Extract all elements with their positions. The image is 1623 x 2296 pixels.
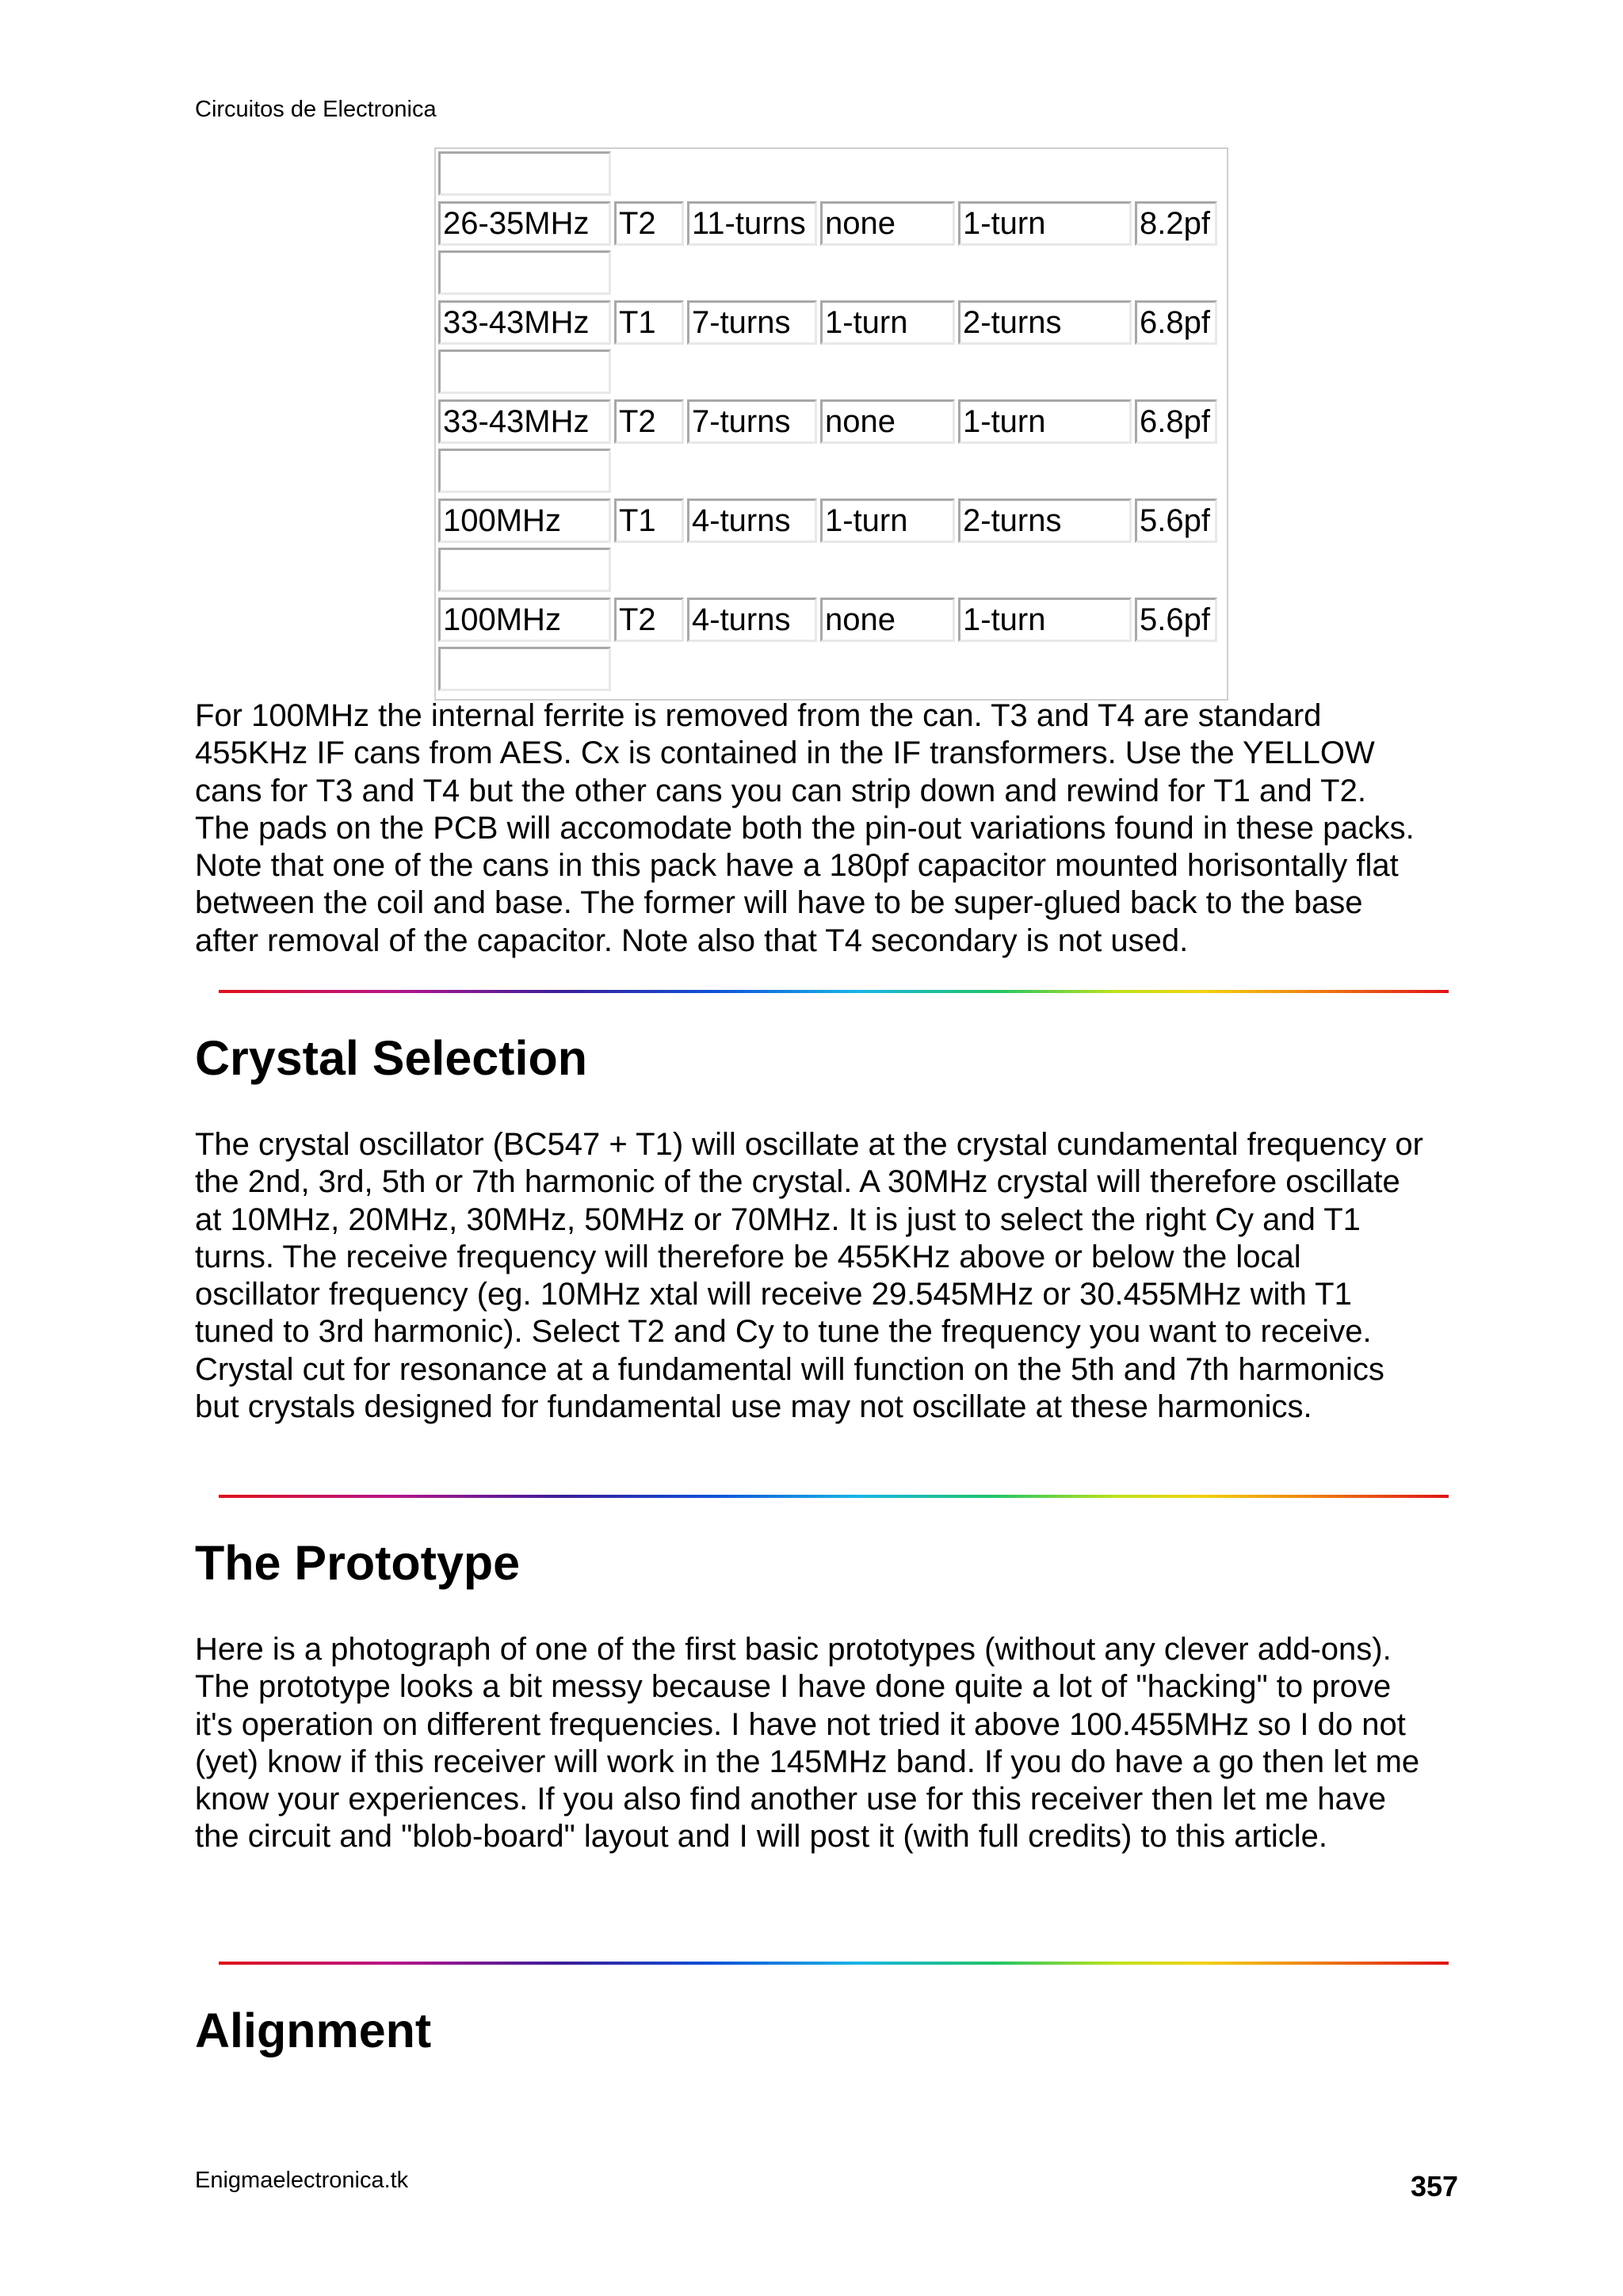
- table-cell: 5.6pf: [1135, 598, 1217, 642]
- table-cell: 4-turns: [687, 598, 817, 642]
- table-cell: 4-turns: [687, 499, 817, 543]
- text-line: oscillator frequency (eg. 10MHz xtal will receive 29.545MHz or 30.455MHz with T1: [195, 1277, 1352, 1312]
- text-line: but crystals designed for fundamental use may not oscillate at these harmonics.: [195, 1389, 1312, 1425]
- running-header: Circuitos de Electronica: [195, 97, 437, 122]
- prototype-heading: The Prototype: [195, 1536, 521, 1590]
- table-cell: none: [820, 399, 955, 444]
- text-line: know your experiences. If you also find another use for this receiver then let me have: [195, 1782, 1387, 1817]
- rainbow-divider: [219, 1962, 1449, 1965]
- text-line: Note that one of the cans in this pack have a 180pf capacitor mounted horisontally flat: [195, 848, 1399, 884]
- table-cell: 100MHz: [438, 499, 611, 543]
- footer-site-name: Enigmaelectronica.tk: [195, 2168, 409, 2193]
- table-cell: none: [820, 201, 955, 246]
- rainbow-divider: [219, 990, 1449, 993]
- intro-paragraph: [195, 697, 1479, 960]
- table-spacer-cell: [438, 647, 611, 691]
- prototype-paragraph: [195, 1631, 1479, 1856]
- table-cell: 33-43MHz: [438, 399, 611, 444]
- table-cell: 2-turns: [958, 300, 1132, 345]
- text-line: it's operation on different frequencies. I have not tried it above 100.455MHz so I do not: [195, 1706, 1406, 1742]
- text-line: turns. The receive frequency will therefore be 455KHz above or below the local: [195, 1239, 1301, 1274]
- coil-winding-table: [434, 147, 1228, 701]
- alignment-heading: Alignment: [195, 2004, 432, 2057]
- table-cell: T2: [614, 598, 684, 642]
- table-cell: 6.8pf: [1135, 300, 1217, 345]
- text-line: The prototype looks a bit messy because I have done quite a lot of "hacking" to prove: [195, 1669, 1392, 1705]
- table-cell: 2-turns: [958, 499, 1132, 543]
- text-line: after removal of the capacitor. Note also that T4 secondary is not used.: [195, 923, 1189, 958]
- table-cell: 33-43MHz: [438, 300, 611, 345]
- crystal-selection-heading: Crystal Selection: [195, 1031, 587, 1085]
- table-spacer-cell: [438, 449, 611, 493]
- table-cell: 1-turn: [958, 201, 1132, 246]
- table-cell: T2: [614, 399, 684, 444]
- crystal-paragraph: [195, 1126, 1479, 1426]
- text-line: 455KHz IF cans from AES. Cx is contained in the IF transformers. Use the YELLOW: [195, 735, 1375, 771]
- page-number: 357: [1411, 2170, 1459, 2202]
- table-spacer-cell: [438, 250, 611, 295]
- table-cell: 5.6pf: [1135, 499, 1217, 543]
- table-spacer-cell: [438, 350, 611, 394]
- table-cell: 1-turn: [820, 300, 955, 345]
- table-cell: 26-35MHz: [438, 201, 611, 246]
- table-spacer-cell: [438, 548, 611, 592]
- text-line: For 100MHz the internal ferrite is removed from the can. T3 and T4 are standard: [195, 698, 1322, 733]
- text-line: The pads on the PCB will accomodate both the pin-out variations found in these packs.: [195, 810, 1415, 846]
- table-cell: 11-turns: [687, 201, 817, 246]
- table-cell: 100MHz: [438, 598, 611, 642]
- text-line: between the coil and base. The former will have to be super-glued back to the base: [195, 885, 1363, 921]
- table-cell: 8.2pf: [1135, 201, 1217, 246]
- table-cell: 1-turn: [958, 399, 1132, 444]
- text-line: tuned to 3rd harmonic). Select T2 and Cy to tune the frequency you want to receive.: [195, 1314, 1372, 1350]
- text-line: the 2nd, 3rd, 5th or 7th harmonic of the crystal. A 30MHz crystal will therefore oscillate: [195, 1164, 1400, 1200]
- table-cell: 1-turn: [958, 598, 1132, 642]
- text-line: Crystal cut for resonance at a fundamental will function on the 5th and 7th harmonics: [195, 1351, 1384, 1387]
- text-line: the circuit and "blob-board" layout and I will post it (with full credits) to this article.: [195, 1819, 1328, 1855]
- text-line: Here is a photograph of one of the first basic prototypes (without any clever add-ons).: [195, 1632, 1392, 1667]
- table-spacer-cell: [438, 151, 611, 196]
- table-cell: T1: [614, 499, 684, 543]
- table-cell: 7-turns: [687, 300, 817, 345]
- table-cell: none: [820, 598, 955, 642]
- text-line: cans for T3 and T4 but the other cans you can strip down and rewind for T1 and T2.: [195, 773, 1366, 808]
- table-cell: 6.8pf: [1135, 399, 1217, 444]
- text-line: The crystal oscillator (BC547 + T1) will oscillate at the crystal cundamental frequency or: [195, 1127, 1423, 1162]
- rainbow-divider: [219, 1495, 1449, 1498]
- text-line: at 10MHz, 20MHz, 30MHz, 50MHz or 70MHz. It is just to select the right Cy and T1: [195, 1201, 1361, 1237]
- table-cell: 1-turn: [820, 499, 955, 543]
- table-cell: 7-turns: [687, 399, 817, 444]
- table-cell: T2: [614, 201, 684, 246]
- text-line: (yet) know if this receiver will work in the 145MHz band. If you do have a go then let me: [195, 1744, 1420, 1779]
- table-cell: T1: [614, 300, 684, 345]
